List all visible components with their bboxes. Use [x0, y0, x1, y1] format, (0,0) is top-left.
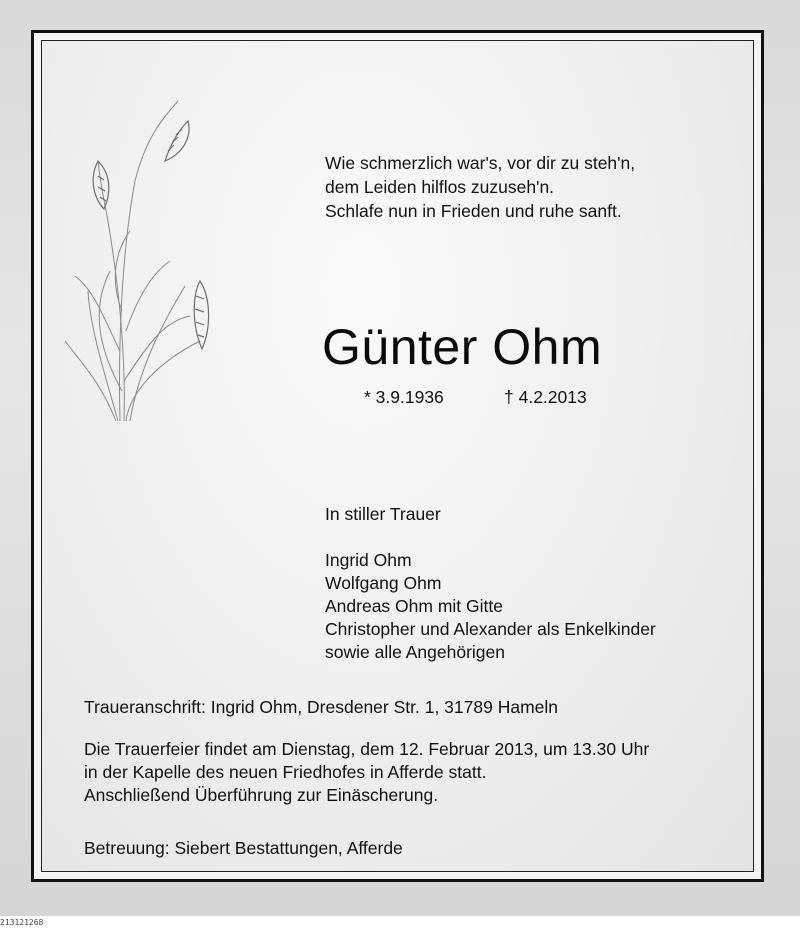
- wheat-icon: [60, 91, 230, 431]
- verse-line: Schlafe nun in Frieden und ruhe sanft.: [325, 201, 622, 221]
- family-member: sowie alle Angehörigen: [325, 642, 505, 662]
- mourning-address: Traueranschrift: Ingrid Ohm, Dresdener Str. 1, 31789 Hameln: [84, 697, 559, 717]
- family-member: Wolfgang Ohm: [325, 573, 442, 593]
- birth-date: * 3.9.1936: [364, 387, 444, 407]
- document-id: 213121268: [0, 918, 44, 927]
- family-member: Ingrid Ohm: [325, 550, 412, 570]
- deceased-name: Günter Ohm: [322, 319, 603, 375]
- service-info: [84, 738, 649, 807]
- family-member: Christopher und Alexander als Enkelkinder: [325, 619, 656, 639]
- family-list: [325, 549, 656, 664]
- mourning-heading: In stiller Trauer: [325, 504, 441, 524]
- notice-frame: [31, 30, 764, 882]
- verse-line: dem Leiden hilflos zuzuseh'n.: [325, 177, 555, 197]
- notice-inner-frame: [41, 40, 754, 872]
- funeral-home: Betreuung: Siebert Bestattungen, Afferde: [84, 838, 403, 858]
- family-member: Andreas Ohm mit Gitte: [325, 596, 503, 616]
- verse-line: Wie schmerzlich war's, vor dir zu steh'n,: [325, 153, 636, 173]
- service-line: in der Kapelle des neuen Friedhofes in Afferde statt.: [84, 762, 487, 782]
- death-date: † 4.2.2013: [504, 387, 587, 407]
- service-line: Die Trauerfeier findet am Dienstag, dem 12. Februar 2013, um 13.30 Uhr: [84, 739, 650, 759]
- verse: [325, 151, 635, 223]
- service-line: Anschließend Überführung zur Einäscherung.: [84, 785, 439, 805]
